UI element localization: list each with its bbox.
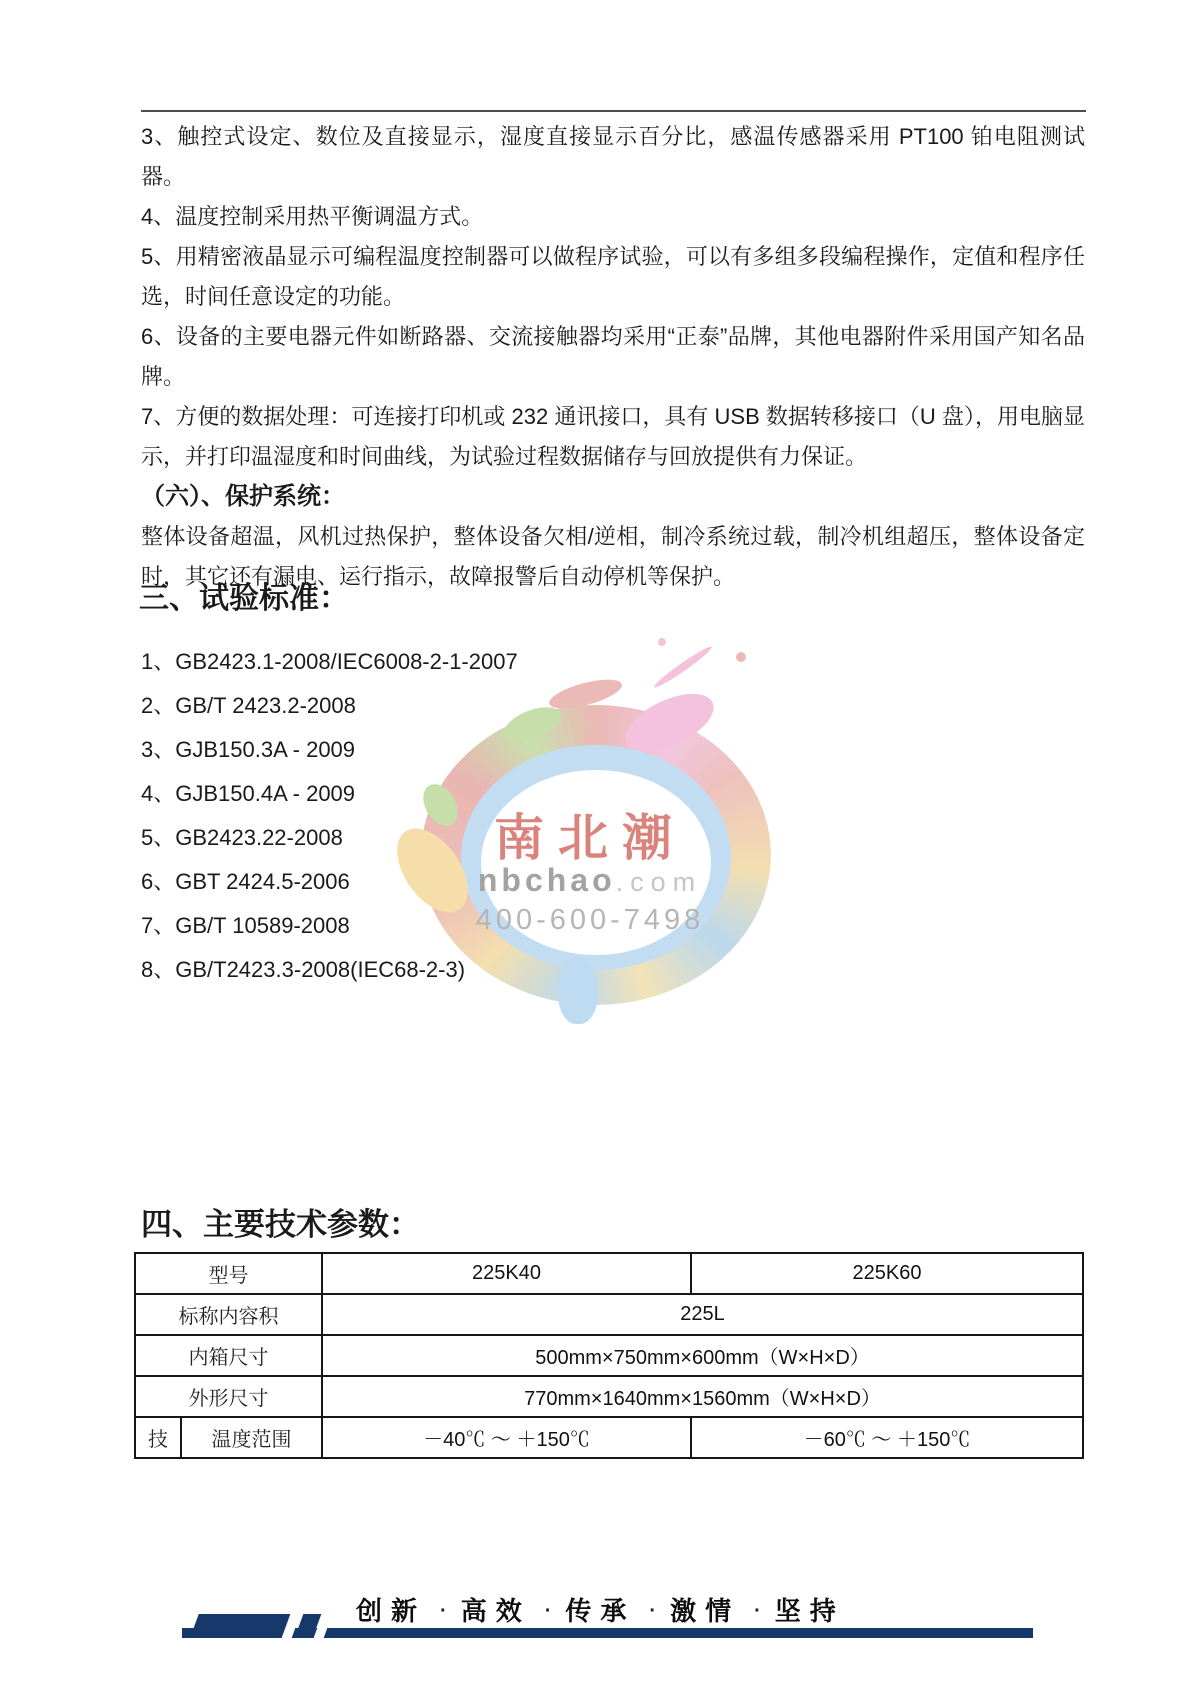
standards-item: 4、GJB150.4A - 2009 xyxy=(141,781,356,806)
standards-item: 6、GBT 2424.5-2006 xyxy=(141,869,350,894)
table-row xyxy=(135,1253,1083,1294)
table-label-outer-size: 外形尺寸 xyxy=(135,1376,322,1417)
table-row xyxy=(135,1294,1083,1335)
standards-item: 7、GB/T 10589-2008 xyxy=(141,913,350,938)
watermark-domain-suffix: .com xyxy=(615,867,703,897)
table-value-inner-size: 500mm×750mm×600mm（W×H×D） xyxy=(322,1335,1083,1376)
intro-item-3: 3、触控式设定、数位及直接显示，湿度直接显示百分比，感温传感器采用 PT100 铂电阻测试器。 xyxy=(141,124,1085,189)
intro-item-6: 6、设备的主要电器元件如断路器、交流接触器均采用“正泰”品牌，其他电器附件采用国产知名品牌。 xyxy=(141,324,1085,389)
intro-item-5: 5、用精密液晶显示可编程温度控制器可以做程序试验，可以有多组多段编程操作，定值和程序任选，时间任意设定的功能。 xyxy=(141,244,1085,309)
watermark-domain-main: nbchao xyxy=(477,862,616,898)
intro-item-7: 7、方便的数据处理：可连接打印机或 232 通讯接口，具有 USB 数据转移接口（U 盘），用电脑显示，并打印温湿度和时间曲线，为试验过程数据储存与回放提供有力保证。 xyxy=(141,404,1085,469)
standards-list xyxy=(141,640,761,992)
top-divider-rule xyxy=(141,110,1086,112)
slogan-separator: · xyxy=(440,1600,447,1622)
slogan-word: 坚持 xyxy=(774,1596,845,1626)
standards-item: 2、GB/T 2423.2-2008 xyxy=(141,693,356,718)
table-value-model-1: 225K40 xyxy=(322,1253,691,1294)
slogan-separator: · xyxy=(754,1600,761,1622)
standards-item: 3、GJB150.3A - 2009 xyxy=(141,737,356,762)
table-value-outer-size: 770mm×1640mm×1560mm（W×H×D） xyxy=(322,1376,1083,1417)
table-value-model-2: 225K60 xyxy=(691,1253,1083,1294)
standards-item: 5、GB2423.22-2008 xyxy=(141,825,343,850)
watermark-brand: 南北潮 xyxy=(494,810,686,866)
slogan-word: 传承 xyxy=(565,1596,636,1626)
standards-item: 8、GB/T2423.3-2008(IEC68-2-3) xyxy=(141,957,466,982)
table-value-volume: 225L xyxy=(322,1294,1083,1335)
parameters-section-heading: 四、主要技术参数： xyxy=(141,1207,420,1242)
table-label-inner-size: 内箱尺寸 xyxy=(135,1335,322,1376)
footer-slogan xyxy=(356,1591,845,1628)
slogan-word: 激情 xyxy=(670,1596,741,1626)
parameters-table xyxy=(134,1252,1084,1459)
table-value-temp-1: －40℃ ～ ＋150℃ xyxy=(322,1417,691,1458)
watermark-phone: 400-600-7498 xyxy=(475,904,705,936)
slogan-separator: · xyxy=(544,1600,552,1622)
intro-item-4: 4、温度控制采用热平衡调温方式。 xyxy=(141,204,484,229)
table-side-label: 技 xyxy=(135,1417,181,1458)
table-label-model: 型号 xyxy=(135,1253,322,1294)
slogan-word: 高效 xyxy=(460,1596,531,1626)
protection-section-heading: （六）、保护系统： xyxy=(141,483,345,510)
table-label-temp-range: 温度范围 xyxy=(181,1417,322,1458)
table-label-volume: 标称内容积 xyxy=(135,1294,322,1335)
slogan-separator: · xyxy=(649,1600,657,1622)
table-row xyxy=(135,1376,1083,1417)
protection-section-text: 整体设备超温，风机过热保护，整体设备欠相/逆相，制冷系统过载，制冷机组超压，整体设备定时，其它还有漏电、运行指示，故障报警后自动停机等保护。 xyxy=(141,524,1085,589)
table-row xyxy=(135,1417,1083,1458)
standards-section-heading: 三、试验标准： xyxy=(139,582,349,615)
intro-section xyxy=(141,117,1085,597)
table-row xyxy=(135,1335,1083,1376)
table-value-temp-2: －60℃ ～ ＋150℃ xyxy=(691,1417,1083,1458)
slogan-word: 创新 xyxy=(356,1596,427,1626)
footer-parallelogram-shape xyxy=(193,1614,296,1629)
standards-item: 1、GB2423.1-2008/IEC6008-2-1-2007 xyxy=(141,649,518,674)
